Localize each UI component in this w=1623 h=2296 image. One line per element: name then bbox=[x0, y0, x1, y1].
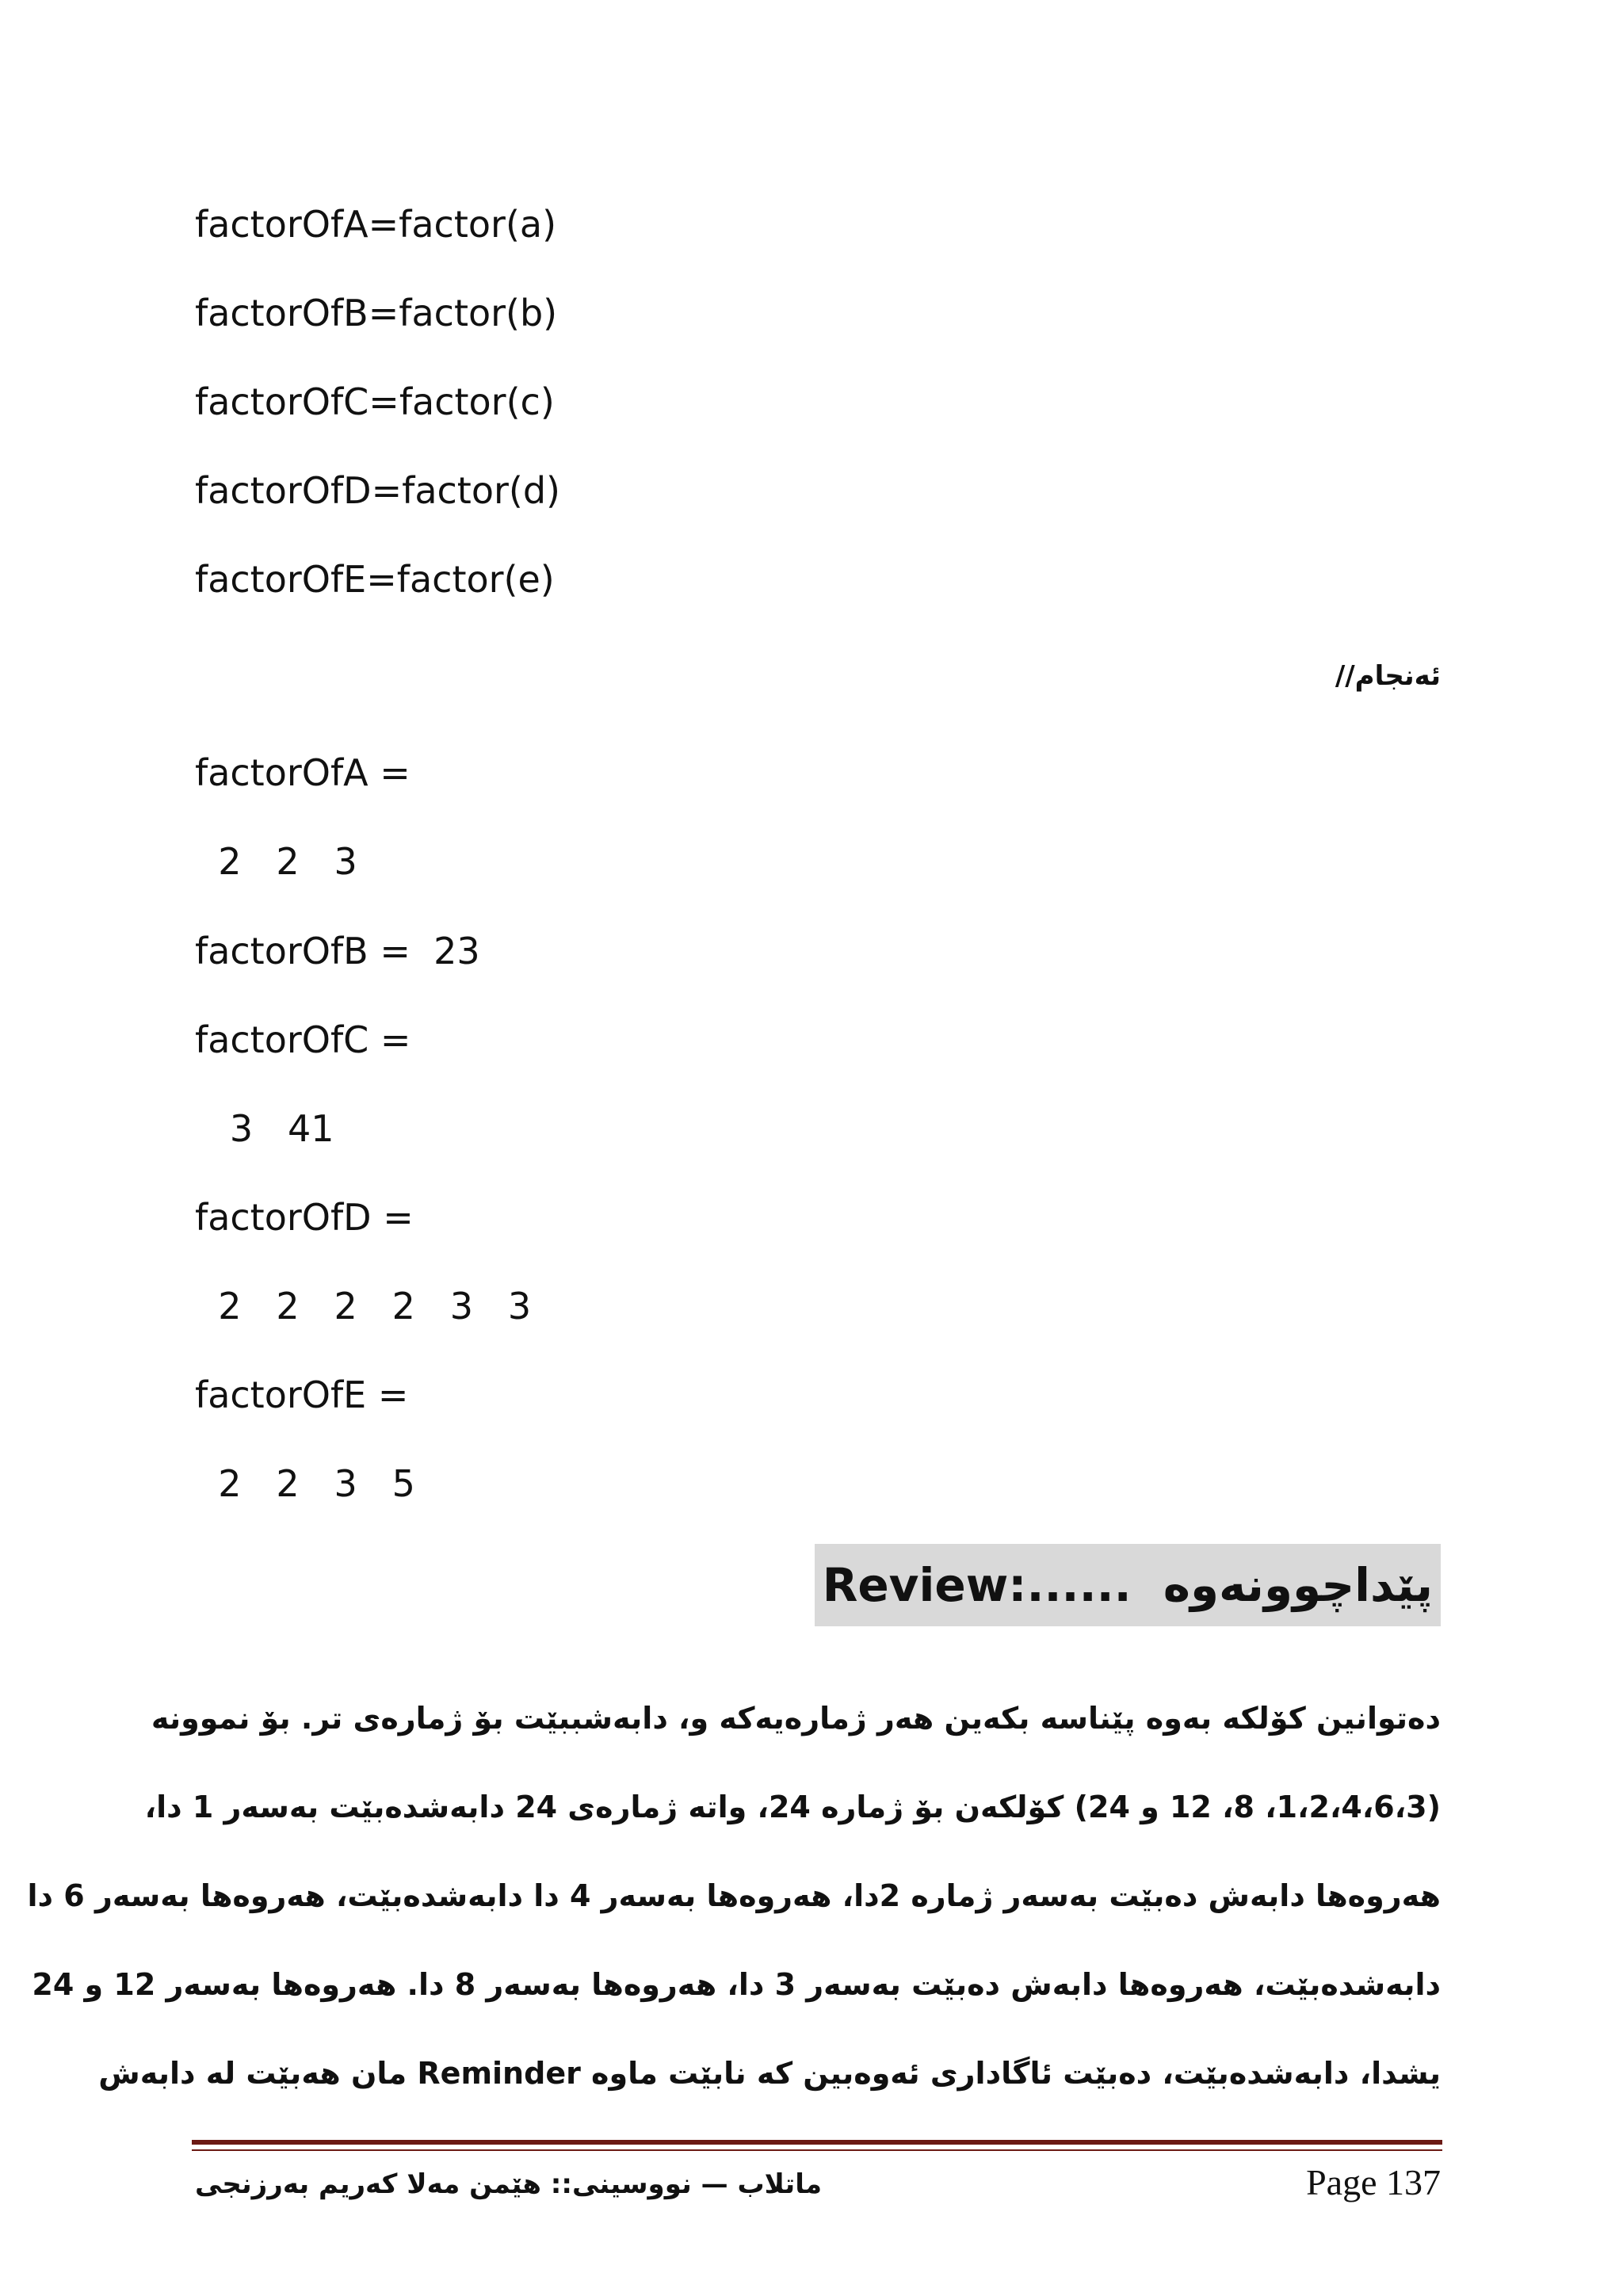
paragraph-line: (1،2،4،6،3، 8، 12 و 24) کۆلکەن بۆ ژمارە 24، واتە ژمارەی 24 دابەشدەبێت بەسەر 1 دا، bbox=[144, 1790, 1441, 1824]
code-line: factorOfD=factor(d) bbox=[195, 469, 560, 512]
output-line: factorOfE = bbox=[195, 1373, 409, 1416]
output-line: 2 2 3 5 bbox=[195, 1462, 415, 1505]
paragraph-line: دابەشدەبێت، هەروەها دابەش دەبێت بەسەر 3 دا، هەروەها بەسەر 8 دا. هەروەها بەسەر 12 و 24 bbox=[32, 1967, 1441, 2002]
code-line: factorOfC=factor(c) bbox=[195, 380, 555, 423]
page-number: Page 137 bbox=[1306, 2162, 1441, 2202]
result-label: ئەنجام// bbox=[1335, 660, 1441, 692]
code-line: factorOfB=factor(b) bbox=[195, 292, 558, 334]
code-line: factorOfA=factor(a) bbox=[195, 203, 557, 246]
review-heading-english: Review bbox=[822, 1558, 1009, 1612]
footer-author: ماتلاب — نووسینی:: هێمن مەلا کەریم بەرزنجی bbox=[195, 2168, 823, 2200]
code-line: factorOfE=factor(e) bbox=[195, 558, 555, 601]
paragraph-line: دەتوانین کۆلکە بەوە پێناسە بکەین هەر ژمارەیەکە و، دابەشببێت بۆ ژمارەی تر. بۆ نموونە bbox=[151, 1701, 1441, 1736]
output-line: 2 2 3 bbox=[195, 840, 357, 883]
output-line: 3 41 bbox=[195, 1107, 334, 1150]
review-heading-kurdish: پێداچوونەوە bbox=[1163, 1558, 1433, 1612]
output-line: factorOfB = 23 bbox=[195, 930, 480, 972]
review-paragraph bbox=[27, 1674, 1441, 2118]
footer-divider-thin bbox=[192, 2149, 1442, 2151]
output-line: factorOfD = bbox=[195, 1196, 414, 1239]
output-line: 2 2 2 2 3 3 bbox=[195, 1285, 532, 1328]
paragraph-line: یشدا، دابەشدەبێت، دەبێت ئاگاداری ئەوەبین کە نابێت ماوە Reminder مان هەبێت لە دابەش bbox=[98, 2056, 1441, 2091]
review-heading-suffix: :...... bbox=[1008, 1558, 1132, 1612]
review-heading bbox=[815, 1544, 1441, 1626]
paragraph-line: هەروەها دابەش دەبێت بەسەر ژمارە 2دا، هەروەها بەسەر 4 دا دابەشدەبێت، هەروەها بەسەر 6 دا bbox=[27, 1878, 1441, 1913]
review-heading-english-group bbox=[823, 1558, 1132, 1612]
output-line: factorOfC = bbox=[195, 1018, 411, 1061]
footer-divider bbox=[192, 2140, 1442, 2145]
output-line: factorOfA = bbox=[195, 751, 411, 794]
